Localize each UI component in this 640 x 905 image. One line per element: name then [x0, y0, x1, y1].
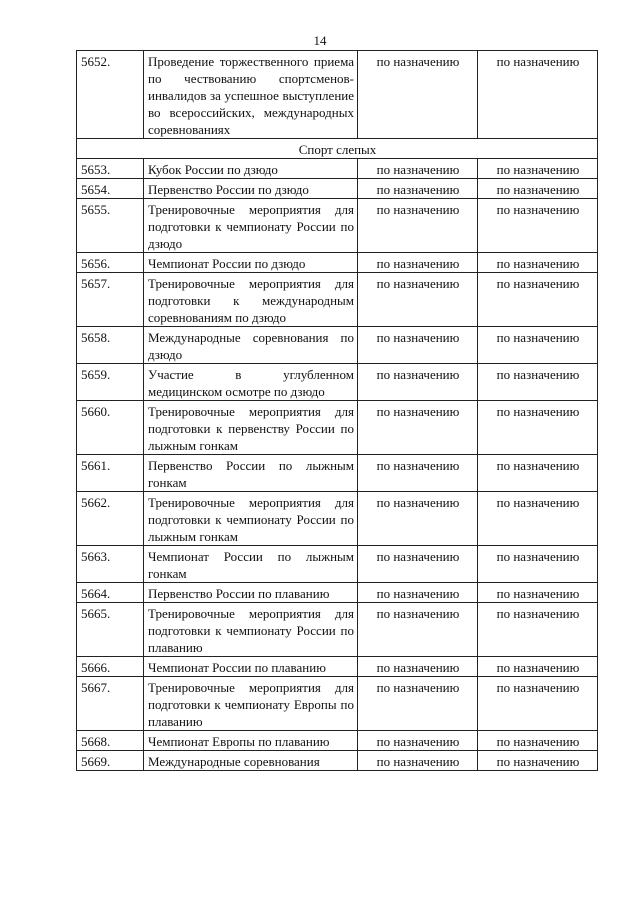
value-cell-a: по назначению — [358, 327, 478, 364]
value-cell-b: по назначению — [478, 731, 598, 751]
value-cell-b: по назначению — [478, 603, 598, 657]
table-row — [77, 677, 598, 731]
section-row — [77, 139, 598, 159]
event-name: Тренировочные мероприятия для подготовки к первенству России по лыжным гонкам — [144, 401, 358, 455]
section-header-body — [77, 139, 598, 159]
value-cell-b: по назначению — [478, 199, 598, 253]
event-name: Участие в углубленном медицинском осмотре по дзюдо — [144, 364, 358, 401]
value-cell-a: по назначению — [358, 273, 478, 327]
event-name: Чемпионат России по лыжным гонкам — [144, 546, 358, 583]
event-name: Тренировочные мероприятия для подготовки к чемпионату России по дзюдо — [144, 199, 358, 253]
table-row — [77, 327, 598, 364]
value-cell-a: по назначению — [358, 492, 478, 546]
value-cell-b: по назначению — [478, 657, 598, 677]
value-cell-a: по назначению — [358, 253, 478, 273]
table-row — [77, 583, 598, 603]
value-cell-b: по назначению — [478, 273, 598, 327]
table-row — [77, 455, 598, 492]
section-title: Спорт слепых — [77, 139, 598, 159]
table-row — [77, 492, 598, 546]
event-name: Кубок России по дзюдо — [144, 159, 358, 179]
row-number: 5656. — [77, 253, 144, 273]
event-name: Проведение торжественного приема по чествованию спортсменов-инвалидов за успешное выступление во всероссийских, международных соревнованиях — [144, 51, 358, 139]
table-row — [77, 603, 598, 657]
value-cell-b: по назначению — [478, 327, 598, 364]
table-row — [77, 731, 598, 751]
value-cell-b: по назначению — [478, 51, 598, 139]
value-cell-b: по назначению — [478, 546, 598, 583]
table-body — [77, 159, 598, 771]
table-row — [77, 273, 598, 327]
table-row — [77, 364, 598, 401]
row-number: 5665. — [77, 603, 144, 657]
table-row — [77, 253, 598, 273]
row-number: 5652. — [77, 51, 144, 139]
row-number: 5657. — [77, 273, 144, 327]
value-cell-a: по назначению — [358, 455, 478, 492]
event-name: Тренировочные мероприятия для подготовки к чемпионату России по лыжным гонкам — [144, 492, 358, 546]
table-row — [77, 751, 598, 771]
table-body-top — [77, 51, 598, 139]
value-cell-a: по назначению — [358, 731, 478, 751]
value-cell-a: по назначению — [358, 199, 478, 253]
value-cell-b: по назначению — [478, 364, 598, 401]
value-cell-a: по назначению — [358, 51, 478, 139]
event-name: Первенство России по лыжным гонкам — [144, 455, 358, 492]
event-name: Первенство России по плаванию — [144, 583, 358, 603]
event-name: Тренировочные мероприятия для подготовки к международным соревнованиям по дзюдо — [144, 273, 358, 327]
value-cell-a: по назначению — [358, 546, 478, 583]
row-number: 5667. — [77, 677, 144, 731]
value-cell-b: по назначению — [478, 677, 598, 731]
value-cell-b: по назначению — [478, 159, 598, 179]
row-number: 5663. — [77, 546, 144, 583]
value-cell-b: по назначению — [478, 179, 598, 199]
event-name: Первенство России по дзюдо — [144, 179, 358, 199]
value-cell-b: по назначению — [478, 455, 598, 492]
row-number: 5662. — [77, 492, 144, 546]
row-number: 5660. — [77, 401, 144, 455]
row-number: 5659. — [77, 364, 144, 401]
value-cell-b: по назначению — [478, 751, 598, 771]
table-row — [77, 179, 598, 199]
row-number: 5664. — [77, 583, 144, 603]
row-number: 5658. — [77, 327, 144, 364]
event-name: Тренировочные мероприятия для подготовки к чемпионату России по плаванию — [144, 603, 358, 657]
row-number: 5668. — [77, 731, 144, 751]
event-name: Международные соревнования — [144, 751, 358, 771]
value-cell-a: по назначению — [358, 677, 478, 731]
row-number: 5661. — [77, 455, 144, 492]
page-number: 14 — [313, 33, 327, 48]
value-cell-a: по назначению — [358, 583, 478, 603]
row-number: 5669. — [77, 751, 144, 771]
table-row — [77, 51, 598, 139]
table-row — [77, 657, 598, 677]
row-number: 5654. — [77, 179, 144, 199]
event-name: Тренировочные мероприятия для подготовки к чемпионату Европы по плаванию — [144, 677, 358, 731]
table-row — [77, 199, 598, 253]
event-name: Чемпионат России по плаванию — [144, 657, 358, 677]
event-name: Международные соревнования по дзюдо — [144, 327, 358, 364]
event-name: Чемпионат России по дзюдо — [144, 253, 358, 273]
event-name: Чемпионат Европы по плаванию — [144, 731, 358, 751]
value-cell-a: по назначению — [358, 179, 478, 199]
table-row — [77, 159, 598, 179]
table-row — [77, 546, 598, 583]
value-cell-a: по назначению — [358, 159, 478, 179]
value-cell-b: по назначению — [478, 583, 598, 603]
value-cell-a: по назначению — [358, 401, 478, 455]
events-table — [76, 50, 598, 771]
value-cell-a: по назначению — [358, 657, 478, 677]
value-cell-a: по назначению — [358, 364, 478, 401]
row-number: 5655. — [77, 199, 144, 253]
table-row — [77, 401, 598, 455]
value-cell-b: по назначению — [478, 401, 598, 455]
row-number: 5653. — [77, 159, 144, 179]
row-number: 5666. — [77, 657, 144, 677]
value-cell-a: по назначению — [358, 751, 478, 771]
value-cell-b: по назначению — [478, 253, 598, 273]
value-cell-b: по назначению — [478, 492, 598, 546]
value-cell-a: по назначению — [358, 603, 478, 657]
